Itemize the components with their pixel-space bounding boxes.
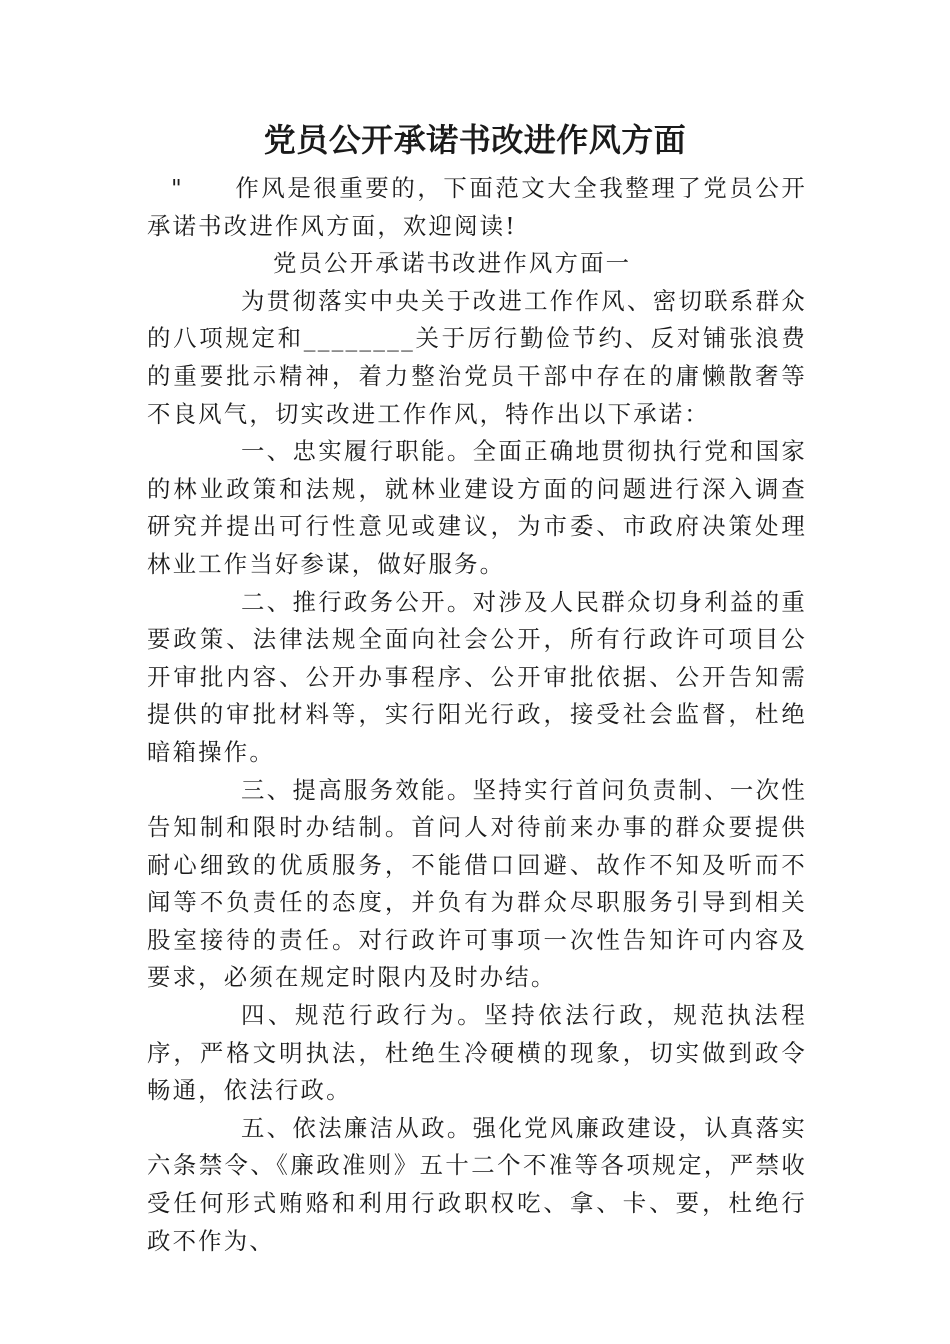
section-heading: 党员公开承诺书改进作风方面一	[273, 249, 632, 278]
paragraph-commitment-4: 四、规范行政行为。坚持依法行政，规范执法程序，严格文明执法，杜绝生冷硬横的现象，切实做到政令畅通，依法行政。	[147, 1001, 807, 1105]
intro-quote-mark: "	[171, 174, 184, 202]
intro-text: 作风是很重要的，下面范文大全我整理了党员公开承诺书改进作风方面，欢迎阅读!	[147, 174, 807, 240]
paragraph-commitment-1: 一、忠实履行职能。全面正确地贯彻执行党和国家的林业政策和法规，就林业建设方面的问题进行深入调查研究并提出可行性意见或建议，为市委、市政府决策处理林业工作当好参谋，做好服务。	[147, 437, 807, 578]
paragraph-preamble: 为贯彻落实中央关于改进工作作风、密切联系群众的八项规定和________关于厉行勤俭节约、反对铺张浪费的重要批示精神，着力整治党员干部中存在的庸懒散奢等不良风气，切实改进工作作风，特作出以下承诺：	[147, 286, 807, 428]
intro-paragraph	[147, 170, 807, 245]
document-title: 党员公开承诺书改进作风方面	[263, 121, 687, 159]
paragraph-commitment-2: 二、推行政务公开。对涉及人民群众切身利益的重要政策、法律法规全面向社会公开，所有行政许可项目公开审批内容、公开办事程序、公开审批依据、公开告知需提供的审批材料等，实行阳光行政，接受社会监督，杜绝暗箱操作。	[147, 587, 807, 766]
paragraph-commitment-5: 五、依法廉洁从政。强化党风廉政建设，认真落实六条禁令、《廉政准则》五十二个不准等各项规定，严禁收受任何形式贿赂和利用行政职权吃、拿、卡、要，杜绝行政不作为、	[147, 1113, 807, 1255]
document-body	[147, 170, 807, 1260]
paragraph-commitment-3: 三、提高服务效能。坚持实行首问负责制、一次性告知制和限时办结制。首问人对待前来办事的群众要提供耐心细致的优质服务，不能借口回避、故作不知及听而不闻等不负责任的态度，并负有为群众尽职服务引导到相关股室接待的责任。对行政许可事项一次性告知许可内容及要求，必须在规定时限内及时办结。	[147, 775, 807, 992]
